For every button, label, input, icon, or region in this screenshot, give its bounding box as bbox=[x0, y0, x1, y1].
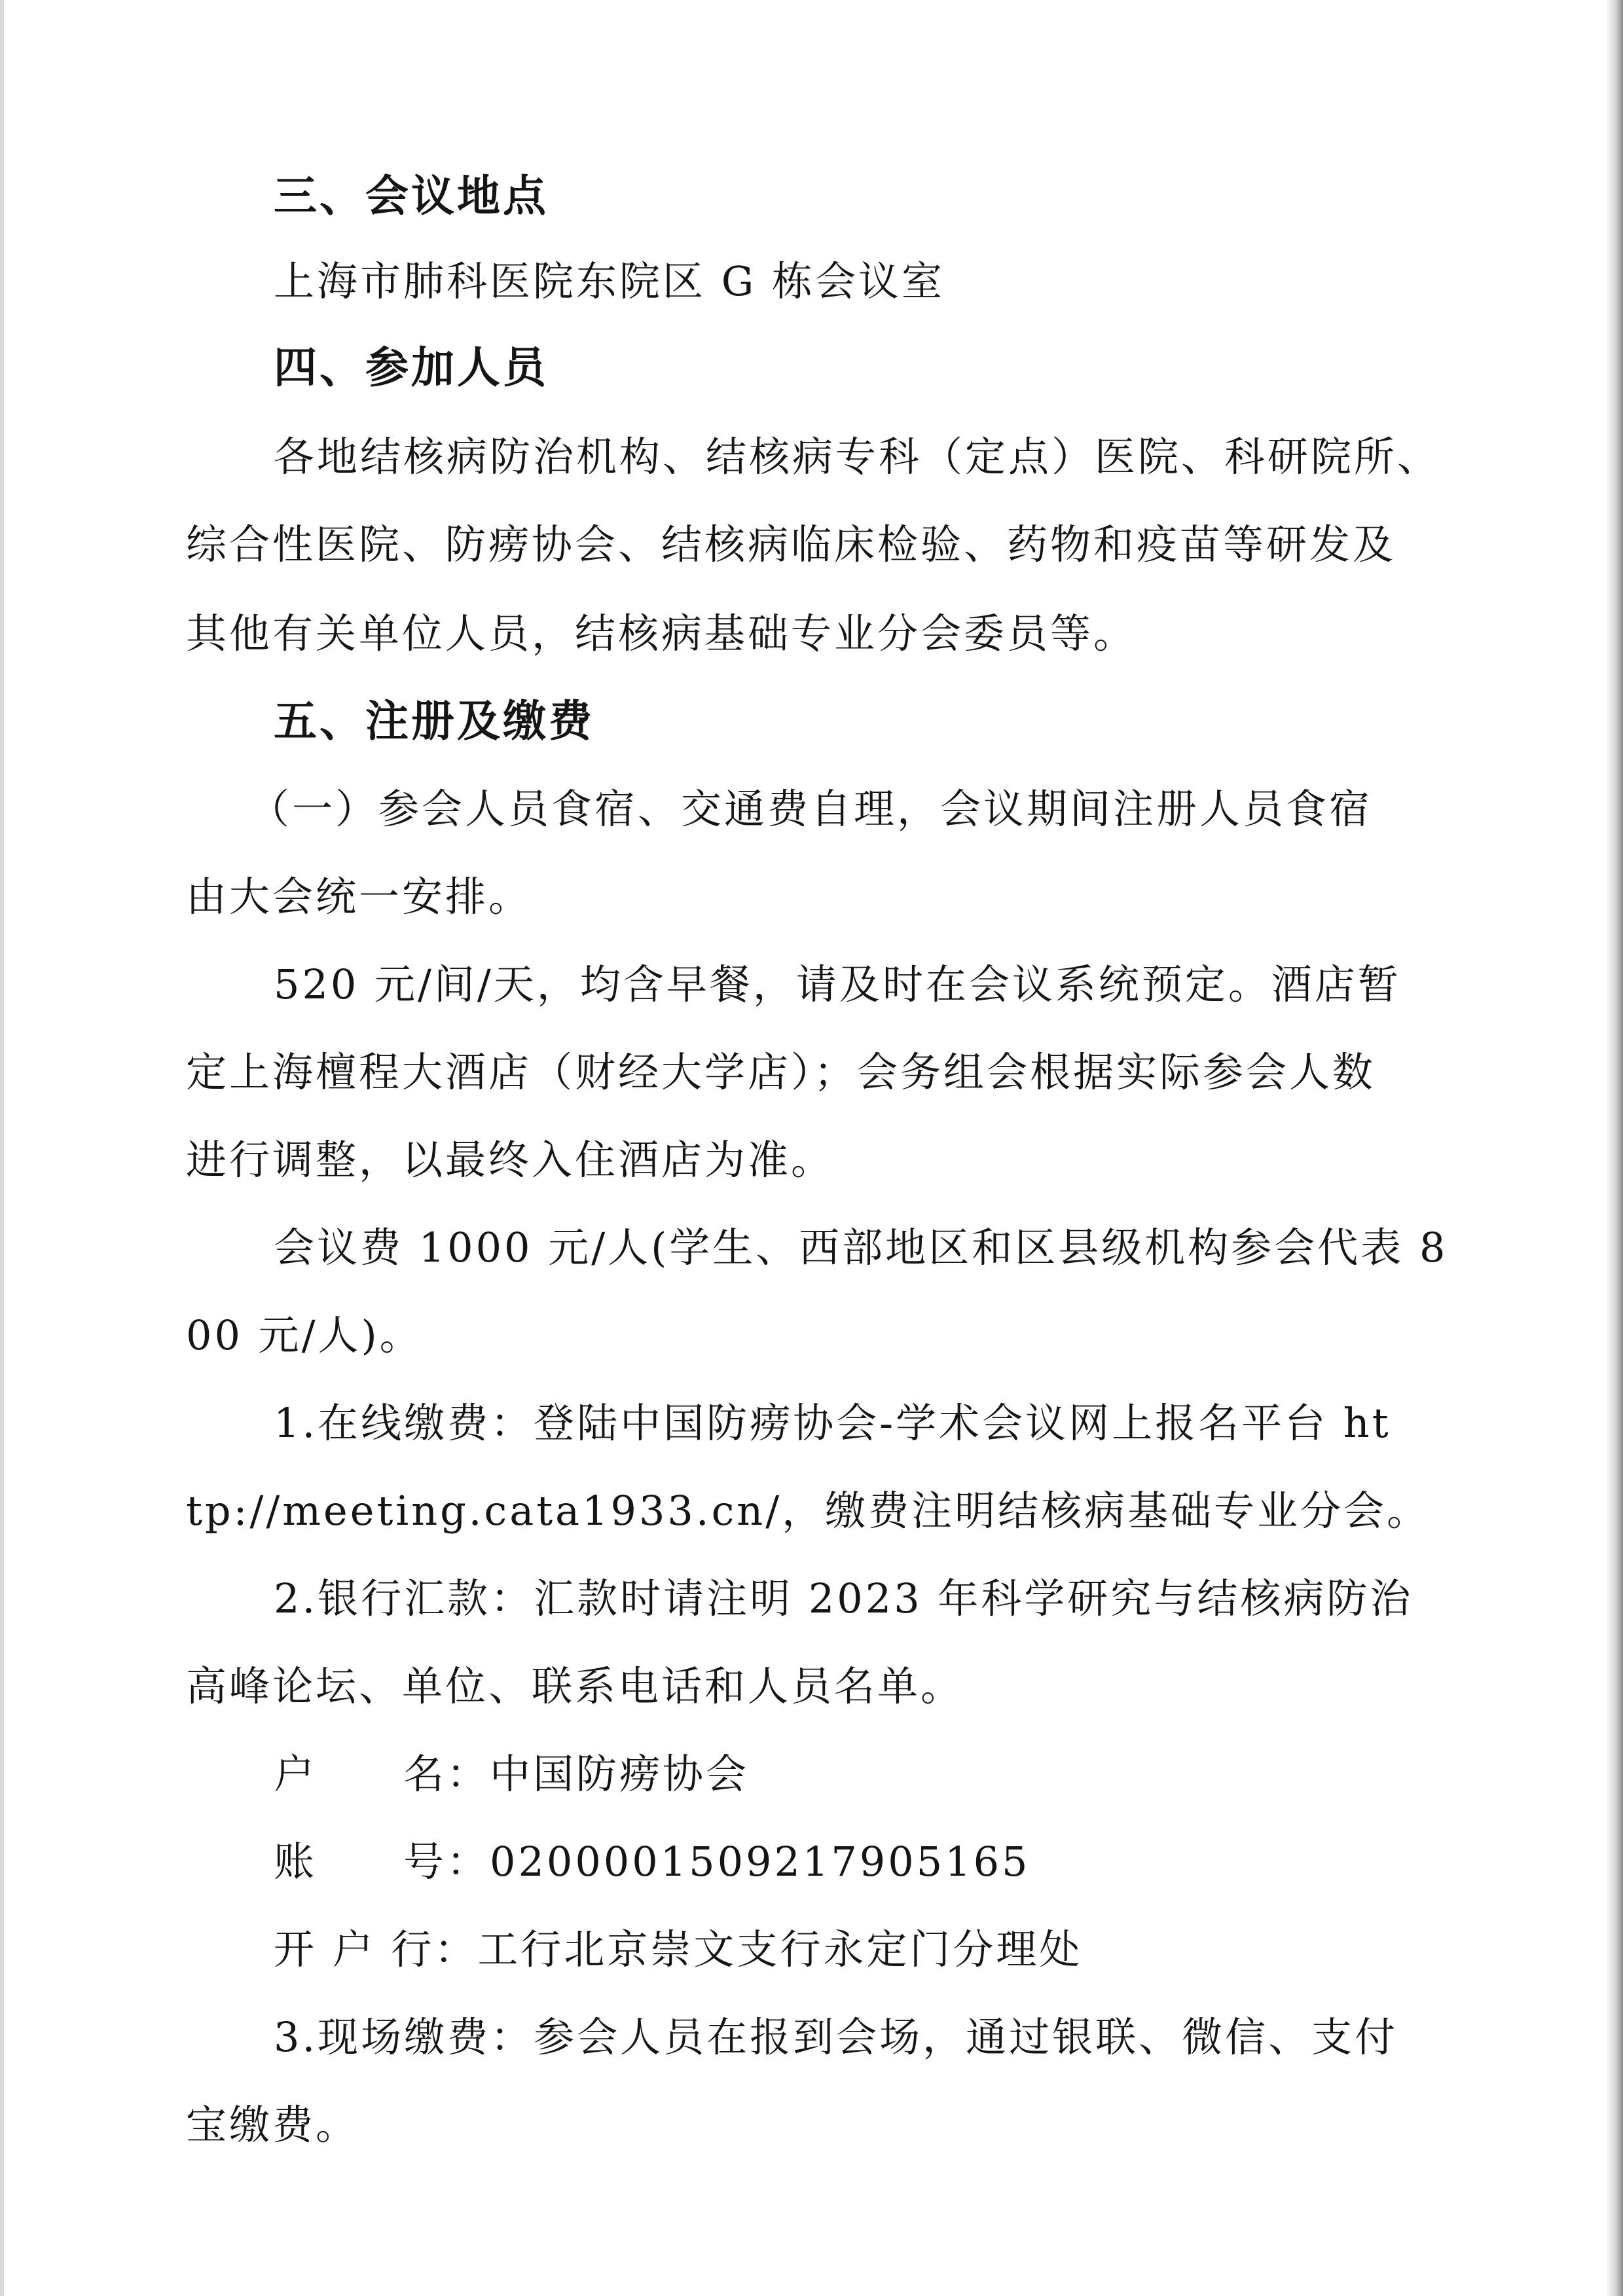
participants-line: 综合性医院、防痨协会、结核病临床检验、药物和疫苗等研发及 bbox=[186, 520, 1396, 568]
hotel-line: 520 元/间/天，均含早餐，请及时在会议系统预定。酒店暂 bbox=[274, 960, 1401, 1008]
onsite-payment-line: 宝缴费。 bbox=[186, 2101, 359, 2149]
fee-line: 会议费 1000 元/人(学生、西部地区和区县级机构参会代表 8 bbox=[274, 1224, 1448, 1271]
fee-line: 00 元/人)。 bbox=[186, 1311, 423, 1359]
venue-text: 上海市肺科医院东院区 G 栋会议室 bbox=[274, 257, 945, 305]
scan-edge-left bbox=[0, 0, 4, 2296]
online-payment-url-line: tp://meeting.cata1933.cn/，缴费注明结核病基础专业分会。 bbox=[186, 1487, 1431, 1535]
onsite-payment-line: 3.现场缴费：参会人员在报到会场，通过银联、微信、支付 bbox=[274, 2013, 1398, 2061]
online-payment-line: 1.在线缴费：登陆中国防痨协会-学术会议网上报名平台 ht bbox=[274, 1399, 1391, 1447]
section-heading-participants: 四、参加人员 bbox=[274, 342, 549, 393]
hotel-line: 定上海檀程大酒店（财经大学店）；会务组会根据实际参会人数 bbox=[186, 1048, 1376, 1096]
account-name: 户 名：中国防痨协会 bbox=[274, 1750, 750, 1798]
registration-line: 由大会统一安排。 bbox=[186, 873, 532, 920]
section-heading-venue: 三、会议地点 bbox=[274, 171, 549, 221]
bank-transfer-line: 高峰论坛、单位、联系电话和人员名单。 bbox=[186, 1662, 964, 1710]
participants-line: 其他有关单位人员，结核病基础专业分会委员等。 bbox=[186, 610, 1137, 657]
account-number: 账 号：0200001509217905165 bbox=[274, 1838, 1030, 1886]
account-bank: 开 户 行：工行北京崇文支行永定门分理处 bbox=[274, 1925, 1083, 1973]
section-heading-registration: 五、注册及缴费 bbox=[274, 696, 594, 746]
hotel-line: 进行调整，以最终入住酒店为准。 bbox=[186, 1136, 835, 1184]
scan-edge-right bbox=[1606, 0, 1623, 2296]
bank-transfer-line: 2.银行汇款：汇款时请注明 2023 年科学研究与结核病防治 bbox=[274, 1575, 1413, 1622]
registration-line: （一）参会人员食宿、交通费自理，会议期间注册人员食宿 bbox=[249, 785, 1373, 833]
participants-line: 各地结核病防治机构、结核病专科（定点）医院、科研院所、 bbox=[274, 433, 1441, 481]
